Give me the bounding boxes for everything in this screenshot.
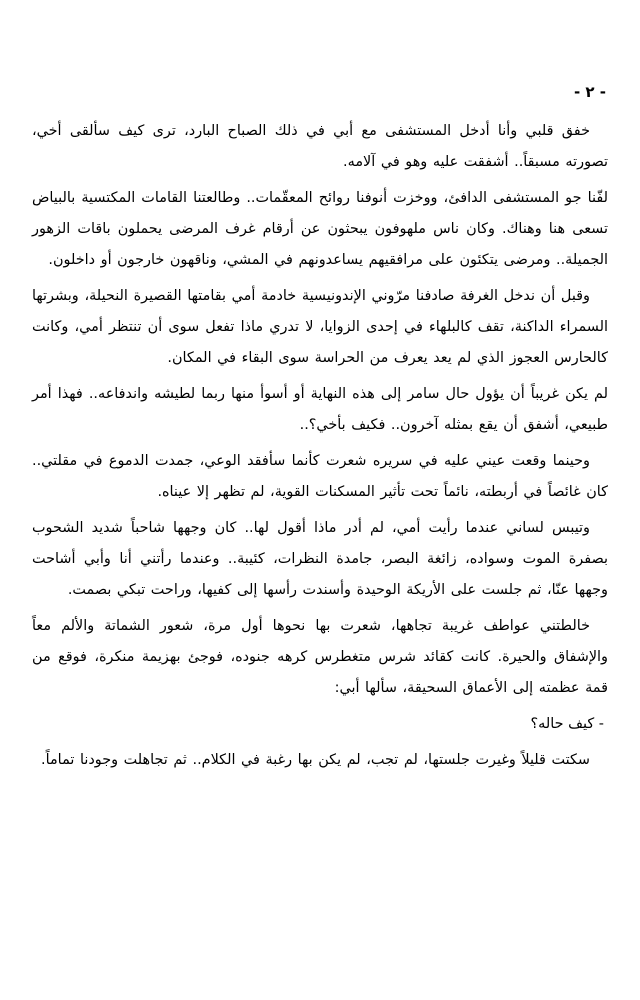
- paragraph-4: لم يكن غريباً أن يؤول حال سامر إلى هذه النهاية أو أسوأ منها ربما لطيشه واندفاعه.. فهذا أمر طبيعي، أشفق أن يقع بمثله آخرون.. فكيف بأخي؟..: [32, 386, 608, 433]
- dialogue-line: - كيف حاله؟: [530, 716, 604, 732]
- paragraph-8: سكتت قليلاً وغيرت جلستها، لم تجب، لم يكن بها رغبة في الكلام.. ثم تجاهلت وجودنا تماماً.: [41, 752, 590, 768]
- paragraph-5: وحينما وقعت عيني عليه في سريره شعرت كأنما سأفقد الوعي، جمدت الدموع في مقلتي.. كان غائصاً في أربطته، نائماً تحت تأثير المسكنات القوية، لم تظهر إلا عيناه.: [32, 453, 608, 500]
- paragraph-1: خفق قلبي وأنا أدخل المستشفى مع أبي في ذلك الصباح البارد، ترى كيف سألقى أخي، تصورته مسبقاً.. أشفقت عليه وهو في آلامه.: [32, 123, 608, 170]
- page-number: - ٢ -: [573, 83, 606, 101]
- paragraph-3: وقبل أن ندخل الغرفة صادفنا مرّوني الإندونيسية خادمة أمي بقامتها القصيرة النحيلة، وبشرتها السمراء الداكنة، تقف كالبلهاء في إحدى الزوايا، لا تدري ماذا تفعل سوى أن تنتظر أمي، وكانت كالحارس العجوز الذي لم يعد يعرف من الحراسة سوى البقاء في المكان.: [32, 288, 608, 366]
- paragraph-6: وتيبس لساني عندما رأيت أمي، لم أدر ماذا أقول لها.. كان وجهها شاحباً شديد الشحوب بصفرة الموت وسواده، زائغة البصر، جامدة النظرات، كئيبة.. وعندما رأتني أنا وأبي أشاحت وجهها عنّا، ثم جلست على الأريكة الوحيدة وأسندت رأسها إلى كفيها، وراحت تبكي بصمت.: [32, 520, 608, 598]
- paragraph-2: لفّنا جو المستشفى الدافئ، ووخزت أنوفنا روائح المعقّمات.. وطالعتنا القامات المكتسية بالبياض تسعى هنا وهناك. وكان ناس ملهوفون يبحثون عن أرقام غرف المرضى يحملون باقات الزهور الجميلة.. ومرضى يتكئون على مرافقيهم يساعدونهم في المشي، وناقهون خارجون أو داخلون.: [32, 190, 608, 268]
- paragraph-7: خالطتني عواطف غريبة تجاهها، شعرت بها نحوها أول مرة، شعور الشماتة والألم معاً والإشفاق والحيرة. كانت كقائد شرس متغطرس كرهه جنوده، فوجئ بهزيمة منكرة، فوقع من قمة عظمته إلى الأعماق السحيقة، سألها أبي:: [32, 618, 608, 696]
